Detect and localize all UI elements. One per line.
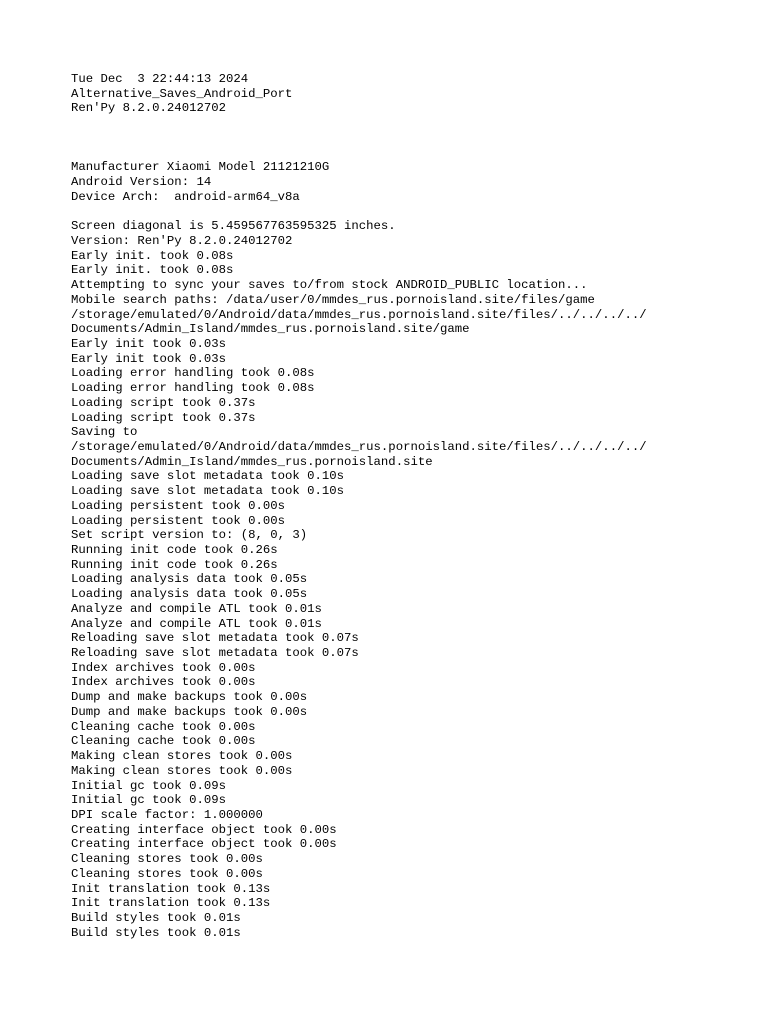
blank-line — [71, 131, 761, 146]
log-line: Tue Dec 3 22:44:13 2024 — [71, 72, 249, 86]
log-line: Mobile search paths: /data/user/0/mmdes_rus.pornoisland.site/files/game — [71, 292, 595, 307]
log-line: Dump and make backups took 0.00s — [71, 704, 308, 719]
log-line: Initial gc took 0.09s — [71, 778, 226, 793]
log-line: Android Version: 14 — [71, 175, 212, 190]
log-line: Loading error handling took 0.08s — [71, 381, 315, 396]
blank-line — [71, 146, 761, 161]
log-line: Init translation took 0.13s — [71, 896, 271, 911]
log-line: Loading error handling took 0.08s — [71, 366, 315, 381]
log-line: Ren'Py 8.2.0.24012702 — [71, 101, 226, 116]
log-line: Cleaning stores took 0.00s — [71, 852, 263, 867]
log-line: Init translation took 0.13s — [71, 881, 271, 896]
log-line: Initial gc took 0.09s — [71, 793, 226, 808]
log-line: Loading analysis data took 0.05s — [71, 587, 308, 602]
log-line: Attempting to sync your saves to/from stock ANDROID_PUBLIC location... — [71, 278, 588, 293]
log-line: Running init code took 0.26s — [71, 543, 278, 557]
log-line: Loading script took 0.37s — [71, 395, 256, 410]
log-line: Making clean stores took 0.00s — [71, 763, 293, 778]
log-line: Loading persistent took 0.00s — [71, 513, 286, 528]
log-line: Creating interface object took 0.00s — [71, 822, 337, 837]
log-document — [71, 72, 761, 940]
log-line: Loading analysis data took 0.05s — [71, 572, 308, 587]
log-line: Analyze and compile ATL took 0.01s — [71, 616, 322, 631]
log-line: Documents/Admin_Island/mmdes_rus.pornoisland.site — [71, 454, 433, 469]
log-line: Saving to — [71, 425, 138, 440]
log-line: Running init code took 0.26s — [71, 557, 278, 572]
blank-line — [71, 116, 761, 131]
log-line: Loading save slot metadata took 0.10s — [71, 469, 345, 484]
log-line: Build styles took 0.01s — [71, 925, 241, 940]
log-line: DPI scale factor: 1.000000 — [71, 807, 263, 822]
log-line: Index archives took 0.00s — [71, 660, 256, 675]
log-line: Early init. took 0.08s — [71, 248, 234, 263]
log-line: Device Arch: android-arm64_v8a — [71, 189, 300, 204]
log-line: Loading script took 0.37s — [71, 410, 256, 425]
log-line: Dump and make backups took 0.00s — [71, 690, 308, 705]
blank-line — [71, 204, 761, 219]
log-line: Creating interface object took 0.00s — [71, 837, 337, 852]
log-line: Alternative_Saves_Android_Port — [71, 86, 293, 101]
log-line: Build styles took 0.01s — [71, 910, 241, 925]
log-line: Loading save slot metadata took 0.10s — [71, 484, 345, 499]
log-line: Documents/Admin_Island/mmdes_rus.pornoisland.site/game — [71, 322, 470, 337]
log-line: Manufacturer Xiaomi Model 21121210G — [71, 160, 330, 175]
log-line: Early init took 0.03s — [71, 336, 226, 351]
log-line: Index archives took 0.00s — [71, 675, 256, 690]
log-line: Cleaning stores took 0.00s — [71, 866, 263, 881]
log-line: Cleaning cache took 0.00s — [71, 719, 256, 734]
log-line: Reloading save slot metadata took 0.07s — [71, 631, 359, 646]
log-line: Early init. took 0.08s — [71, 263, 234, 278]
log-line: Cleaning cache took 0.00s — [71, 734, 256, 749]
log-line: Set script version to: (8, 0, 3) — [71, 528, 308, 543]
log-line: /storage/emulated/0/Android/data/mmdes_rus.pornoisland.site/files/../../../../ — [71, 439, 647, 454]
log-line: Reloading save slot metadata took 0.07s — [71, 646, 359, 661]
log-line: Early init took 0.03s — [71, 351, 226, 366]
log-line: Screen diagonal is 5.459567763595325 inches. — [71, 219, 396, 234]
log-line: Making clean stores took 0.00s — [71, 749, 293, 764]
log-line: Analyze and compile ATL took 0.01s — [71, 601, 322, 616]
log-line: Version: Ren'Py 8.2.0.24012702 — [71, 233, 293, 248]
log-line: Loading persistent took 0.00s — [71, 498, 286, 513]
log-line: /storage/emulated/0/Android/data/mmdes_rus.pornoisland.site/files/../../../../ — [71, 307, 647, 322]
